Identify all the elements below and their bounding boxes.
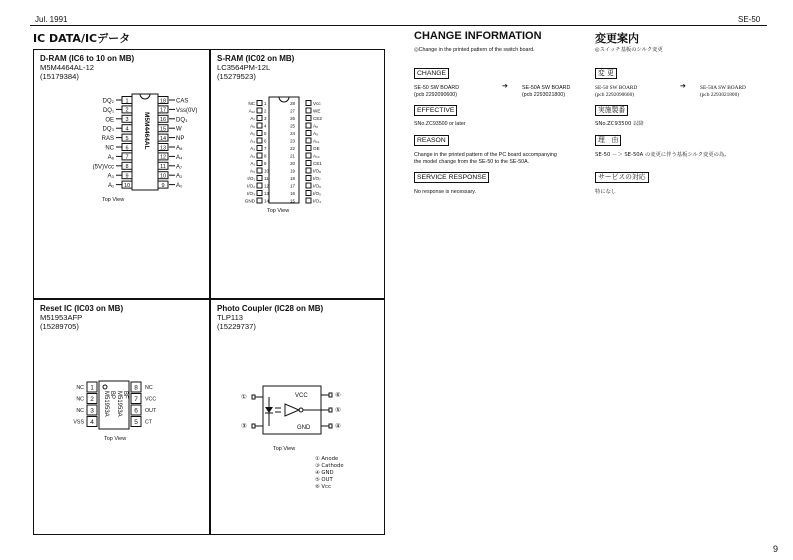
sram-right-pin-box	[306, 176, 311, 181]
dram-left-pin-label: NC	[105, 145, 114, 152]
dram-left-pin-num: 4	[125, 126, 129, 133]
sram-left-pin-label: NC	[248, 101, 255, 106]
sram-right-pin-label: A₉	[313, 131, 318, 136]
sram-left-pin-label: GND	[244, 198, 255, 204]
sram-right-pin-num: 25	[290, 123, 295, 129]
sram-right-pin-box	[306, 108, 311, 113]
sram-title: S-RAM (IC02 on MB)	[217, 54, 295, 63]
sram-left-pin-label: A₄	[250, 138, 255, 144]
sram-notch	[279, 97, 289, 102]
sram-left-pin-label: I/O₃	[247, 191, 255, 196]
photo-pin6-pad	[329, 393, 332, 397]
dram-title: D-RAM (IC6 to 10 on MB)	[40, 54, 135, 63]
photo-legend-item: ① Anode	[315, 456, 339, 462]
sram-left-pin-label: A₁₂	[248, 108, 255, 114]
photo-gnd-label: GND	[297, 425, 311, 431]
reset-right-pin-label: OUT	[145, 408, 157, 415]
sram-title-block	[217, 54, 294, 81]
dram-right-pin-num: 13	[159, 145, 167, 152]
photo-title: Photo Coupler (IC28 on MB)	[217, 304, 324, 313]
sram-left-pin-box	[257, 168, 262, 173]
dram-right-pin-num: 16	[159, 117, 167, 124]
dram-right-pin-num: 12	[159, 154, 167, 161]
dram-right-pin-label: NP	[176, 136, 185, 143]
photo-title-block	[217, 304, 323, 331]
sram-right-pin-label: I/O₇	[313, 176, 321, 181]
sram-right-pin-box	[306, 191, 311, 196]
sram-left-pin-box	[257, 138, 262, 143]
reset-left-pin-num: 4	[90, 419, 94, 426]
sram-right-pin-num: 22	[290, 146, 295, 151]
header-date: Jul. 1991	[35, 15, 68, 24]
photo-legend-item: ⑥ Vcc	[315, 484, 331, 490]
dram-right-pin-label: A₀	[176, 183, 183, 190]
sram-left-pin-label: I/O₁	[247, 176, 255, 181]
sram-left-pin-num: 12	[264, 183, 269, 189]
dram-pinout	[34, 88, 209, 213]
dram-right-pin-label: CAS	[176, 98, 189, 105]
sram-right-pin-label: CE2	[313, 116, 322, 121]
reason-line-2: the model change from the SE-50 to the SE-50A.	[414, 159, 530, 165]
service-text: No response is necessary.	[414, 189, 477, 195]
dram-left-pin-label: (5V)Vcc	[92, 164, 114, 171]
sram-left-pin-num: 4	[264, 123, 267, 129]
reason-line-1: Change in the printed pattern of the PC board accompanying	[414, 152, 557, 158]
dram-view-label: Top View	[102, 197, 125, 203]
change-from-board: SE-50 SW BOARD	[414, 85, 460, 91]
sram-right-pin-box	[306, 168, 311, 173]
sram-right-pin-box	[306, 198, 311, 203]
reset-left-pin-label: VSS	[73, 419, 84, 426]
sram-right-pin-label: OE	[313, 146, 320, 151]
change-intro-jp: ◎スイッチ基板のシルク変更	[595, 47, 663, 53]
change-from-pcb-jp: (pcb 2292090600)	[595, 92, 634, 98]
sram-left-pin-num: 9	[264, 161, 267, 166]
service-label: SERVICE RESPONSE	[414, 172, 489, 183]
effective-label: EFFECTIVE	[414, 105, 457, 116]
sram-right-pin-num: 23	[290, 138, 295, 144]
led-diode-icon	[265, 407, 273, 413]
dram-left-pin-num: 3	[125, 117, 129, 124]
change-info-title: CHANGE INFORMATION	[414, 30, 542, 42]
sram-right-pin-num: 17	[290, 183, 295, 189]
dram-left-pin-label: A₆	[107, 154, 114, 161]
sram-right-pin-num: 26	[290, 116, 295, 121]
reset-left-pin-label: NC	[76, 385, 84, 392]
dram-right-pin-label: DQ₃	[176, 117, 188, 124]
dram-left-pin-num: 10	[123, 182, 131, 189]
sram-left-pin-box	[257, 191, 262, 196]
photo-pin5-pad	[329, 408, 332, 412]
sram-right-pin-label: A₈	[313, 123, 318, 129]
dram-left-pin-num: 2	[125, 107, 129, 114]
photo-legend-item: ③ Cathode	[315, 463, 344, 469]
reason-label-jp: 理 由	[595, 135, 621, 146]
sram-right-pin-box	[306, 138, 311, 143]
sram-right-pin-num: 18	[290, 176, 295, 181]
change-label-jp: 変 更	[595, 68, 617, 79]
dram-left-pin-label: A₁	[107, 183, 114, 190]
service-label-jp: サービスの対応	[595, 172, 649, 183]
dram-right-pin-num: 18	[159, 98, 167, 105]
dram-left-pin-num: 7	[125, 154, 129, 161]
sram-left-pin-box	[257, 131, 262, 136]
dram-right-pin-label: Vss(0V)	[176, 107, 198, 114]
change-info-title-jp: 変更案内	[595, 32, 639, 45]
photo-panel	[210, 299, 385, 535]
reset-title: Reset IC (IC03 on MB)	[40, 304, 124, 313]
sram-right-pin-label: A₁₀	[313, 153, 320, 159]
dram-right-pin-label: A₈	[176, 145, 183, 152]
dram-right-pin-label: A₄	[176, 154, 183, 161]
dram-left-pin-num: 5	[125, 135, 129, 142]
reset-right-pin-label: CT	[145, 419, 153, 426]
effective-text: SNo.ZC93500 or later	[414, 121, 466, 127]
sram-right-pin-box	[306, 131, 311, 136]
reset-chip-text-line: M51953A	[116, 391, 122, 417]
reset-left-pin-label: NC	[76, 408, 84, 415]
photo-pin1-num: ①	[241, 393, 247, 401]
reason-text-jp: SE-50 －＞ SE-50A の変更に伴う基板シルク変更の為。	[595, 152, 730, 158]
dram-right-pin-label: A₇	[176, 164, 183, 171]
sram-left-pin-label: A₂	[250, 153, 255, 159]
dram-title-block	[40, 54, 134, 81]
photo-right-pin-num: ⑤	[335, 406, 341, 414]
sram-right-pin-num: 24	[290, 131, 295, 136]
sram-left-pin-box	[257, 101, 262, 106]
dram-right-pin-num: 17	[159, 107, 167, 114]
sram-left-pin-num: 3	[264, 116, 267, 121]
sram-right-pin-num: 28	[290, 101, 295, 106]
sram-panel	[210, 49, 385, 299]
reset-right-pin-num: 6	[134, 407, 138, 415]
reset-part: M51953AFP	[40, 313, 83, 322]
sram-code: (15279523)	[217, 72, 256, 81]
sram-right-pin-box	[306, 116, 311, 121]
reset-title-block	[40, 304, 123, 331]
photo-pin3-num: ③	[241, 422, 247, 430]
reset-chip-text-line: BP	[109, 391, 115, 400]
change-from-board-jp: SE-50 SW BOARD	[595, 85, 638, 91]
dram-right-pin-label: W	[176, 126, 182, 133]
reset-right-pin-num: 7	[134, 396, 138, 403]
sram-left-pin-num: 14	[264, 198, 269, 204]
reset-left-pin-label: NC	[76, 396, 84, 403]
dram-right-pin-num: 10	[159, 173, 167, 180]
sram-right-pin-box	[306, 123, 311, 128]
sram-left-pin-num: 1	[264, 101, 267, 106]
change-to-pcb-jp: (pcb 2293021800)	[700, 92, 739, 98]
sram-right-pin-label: WE	[313, 108, 321, 114]
sram-left-pin-box	[257, 161, 262, 166]
sram-left-pin-box	[257, 183, 262, 188]
sram-left-pin-num: 10	[264, 168, 269, 174]
sram-left-pin-label: A₆	[250, 123, 255, 129]
dram-code: (15179384)	[40, 72, 79, 81]
dram-left-pin-num: 8	[125, 164, 129, 171]
change-arrow-jp-icon: ➔	[680, 83, 686, 90]
sram-left-pin-num: 6	[264, 138, 267, 144]
sram-pinout	[211, 90, 384, 215]
sram-left-pin-box	[257, 108, 262, 113]
reset-right-pin-num: 5	[134, 419, 138, 426]
dram-notch	[140, 94, 150, 99]
buffer-triangle-icon	[285, 404, 299, 416]
sram-left-pin-label: A₀	[250, 168, 255, 174]
photo-pin1-pad	[252, 395, 255, 399]
sram-left-pin-label: I/O₂	[247, 183, 255, 189]
sram-left-pin-label: A₇	[250, 116, 255, 121]
photo-part: TLP113	[217, 313, 244, 322]
dram-right-pin-num: 14	[159, 135, 167, 142]
photo-view-label: Top View	[273, 446, 296, 452]
service-text-jp: 特になし	[595, 189, 617, 195]
sram-left-pin-label: A₅	[250, 131, 255, 136]
reason-label: REASON	[414, 135, 449, 146]
photo-legend-item: ⑤ OUT	[315, 477, 333, 483]
dram-right-pin-label: A₂	[176, 173, 183, 180]
sram-right-pin-box	[306, 153, 311, 158]
sram-right-pin-label: I/O₈	[313, 168, 322, 174]
dram-left-pin-num: 6	[125, 145, 129, 152]
change-arrow-icon: ➔	[502, 83, 508, 90]
reset-code: (15289705)	[40, 322, 79, 331]
sram-view-label: Top View	[267, 208, 290, 214]
change-to-board: SE-50A SW BOARD	[522, 85, 571, 91]
reset-left-pin-num: 1	[90, 384, 94, 392]
sram-right-pin-label: I/O₅	[313, 191, 321, 196]
sram-left-pin-num: 11	[264, 176, 269, 181]
effective-label-jp: 実施製番	[595, 105, 628, 116]
reset-right-pin-num: 8	[134, 384, 138, 392]
photo-legend-item: ④ GND	[315, 470, 334, 476]
photo-pin3-pad	[252, 424, 255, 428]
effective-text-jp: SNo.ZC93500 以降	[595, 121, 644, 127]
change-intro: ◎Change in the printed pattern of the switch board.	[414, 47, 535, 53]
dram-left-pin-num: 1	[125, 98, 129, 105]
sram-left-pin-box	[257, 176, 262, 181]
sram-right-pin-label: I/O₄	[313, 198, 322, 204]
change-to-pcb: (pcb 2293021800)	[522, 92, 565, 98]
photo-pin4-pad	[329, 424, 332, 428]
photo-coupler-diagram	[211, 382, 384, 442]
photo-right-pin-num: ④	[335, 422, 341, 430]
sram-left-pin-num: 13	[264, 191, 269, 196]
sram-left-pin-box	[257, 198, 262, 203]
photo-legend	[315, 456, 344, 491]
dram-right-pin-num: 15	[159, 126, 167, 133]
reset-panel	[33, 299, 210, 535]
dram-left-pin-label: RAS	[101, 136, 114, 143]
dram-right-pin-num: 11	[160, 164, 166, 171]
reset-chip-text-line: BF	[122, 391, 128, 399]
sram-right-pin-label: Vcc	[313, 101, 321, 106]
change-to-board-jp: SE-50A SW BOARD	[700, 85, 746, 91]
sram-right-pin-num: 16	[290, 191, 295, 196]
sram-right-pin-label: CE1	[313, 161, 322, 166]
header-rule	[30, 25, 767, 26]
dram-left-pin-label: A₃	[107, 173, 114, 180]
reset-right-pin-label: NC	[145, 385, 153, 392]
sram-left-pin-box	[257, 146, 262, 151]
sram-right-pin-num: 27	[290, 108, 295, 114]
reset-left-pin-num: 3	[90, 407, 94, 415]
sram-right-pin-num: 21	[290, 153, 295, 159]
dram-chip-label: M5M4464AL	[143, 112, 150, 150]
dram-left-pin-label: DQ₂	[102, 98, 114, 105]
sram-left-pin-box	[257, 123, 262, 128]
dram-left-pin-num: 9	[125, 173, 129, 180]
photo-vcc-label: VCC	[295, 393, 308, 399]
photo-code: (15229737)	[217, 322, 256, 331]
ic-data-title: IC DATA/ICデータ	[33, 32, 131, 45]
sram-left-pin-num: 5	[264, 131, 267, 136]
dram-part: M5M4464AL-12	[40, 63, 95, 72]
reset-right-pin-label: VCC	[145, 396, 157, 403]
sram-right-pin-label: I/O₆	[313, 183, 321, 189]
header-model: SE-50	[738, 15, 761, 24]
sram-right-pin-box	[306, 101, 311, 106]
change-label: CHANGE	[414, 68, 449, 79]
sram-right-pin-box	[306, 183, 311, 188]
sram-left-pin-label: A₁	[250, 161, 255, 166]
page-number: 9	[773, 544, 779, 554]
dram-panel	[33, 49, 210, 299]
photo-right-pin-num: ⑥	[335, 391, 341, 399]
reset-chip-text-line: M51953A	[103, 391, 109, 417]
sram-left-pin-num: 7	[264, 146, 267, 151]
sram-right-pin-num: 15	[290, 198, 295, 204]
reset-left-pin-num: 2	[90, 396, 94, 403]
sram-left-pin-label: A₃	[250, 146, 255, 151]
reset-pin1-dot	[103, 385, 107, 389]
dram-left-pin-label: DQ₁	[102, 107, 114, 114]
sram-right-pin-num: 20	[290, 161, 295, 166]
sram-part: LC3564PM-12L	[217, 63, 271, 72]
change-from-pcb: (pcb 2292090600)	[414, 92, 457, 98]
sram-left-pin-num: 2	[264, 108, 267, 114]
dram-left-pin-label: DQ₃	[102, 126, 114, 133]
dram-right-pin-num: 9	[161, 182, 165, 189]
sram-right-pin-num: 19	[290, 168, 295, 174]
sram-left-pin-num: 8	[264, 153, 267, 159]
sram-right-pin-label: A₁₁	[313, 138, 320, 144]
sram-right-pin-box	[306, 146, 311, 151]
sram-right-pin-box	[306, 161, 311, 166]
sram-left-pin-box	[257, 116, 262, 121]
sram-left-pin-box	[257, 153, 262, 158]
reset-view-label: Top View	[104, 436, 127, 442]
dram-left-pin-label: OE	[105, 117, 114, 124]
